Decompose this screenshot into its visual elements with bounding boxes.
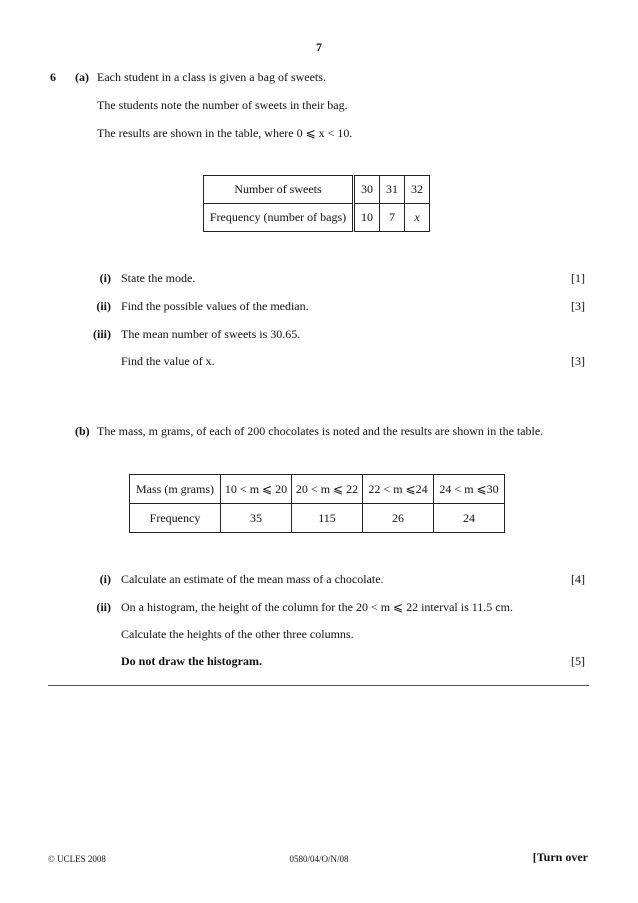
subpart-a-iii-text: The mean number of sweets is 30.65.	[121, 327, 301, 341]
table-cell: 7	[380, 204, 405, 232]
table-cell: x	[405, 204, 430, 232]
table-cell: 31	[380, 176, 405, 204]
part-b-label: (b)	[75, 424, 90, 438]
table-cell: 26	[363, 504, 434, 533]
part-a-label: (a)	[75, 70, 89, 84]
marks-b-i: [4]	[571, 572, 585, 586]
table-cell: 10	[354, 204, 380, 232]
marks-b-ii: [5]	[571, 654, 585, 668]
page-number: 7	[316, 40, 322, 54]
subpart-b-i-text: Calculate an estimate of the mean mass of a chocolate.	[121, 572, 384, 586]
table-cell: 115	[292, 504, 363, 533]
table-cell: 30	[354, 176, 380, 204]
footer-code: 0580/04/O/N/08	[289, 854, 349, 864]
table-cell: 24 < m ⩽30	[434, 475, 505, 504]
table-cell: 24	[434, 504, 505, 533]
table-cell: 10 < m ⩽ 20	[221, 475, 292, 504]
table-cell: 20 < m ⩽ 22	[292, 475, 363, 504]
question-number: 6	[50, 70, 56, 84]
subpart-b-ii-text2: Calculate the heights of the other three columns.	[121, 627, 354, 641]
table-header-cell: Frequency	[130, 504, 221, 533]
divider-rule	[48, 685, 589, 686]
subpart-a-ii-text: Find the possible values of the median.	[121, 299, 309, 313]
subpart-a-iii-label: (iii)	[93, 327, 111, 341]
marks-a-iii: [3]	[571, 354, 585, 368]
part-a-line1: Each student in a class is given a bag of sweets.	[97, 70, 326, 84]
subpart-a-iii-text2: Find the value of x.	[121, 354, 215, 368]
footer-copyright: © UCLES 2008	[48, 854, 106, 864]
subpart-a-i-text: State the mode.	[121, 271, 196, 285]
sweets-table	[203, 175, 430, 232]
table-header-cell: Frequency (number of bags)	[204, 204, 354, 232]
part-b-text: The mass, m grams, of each of 200 chocolates is noted and the results are shown in the table.	[97, 424, 544, 438]
table-header-cell: Mass (m grams)	[130, 475, 221, 504]
subpart-b-ii-instruction: Do not draw the histogram.	[121, 654, 262, 668]
table-row	[130, 504, 505, 533]
table-cell: 32	[405, 176, 430, 204]
marks-a-ii: [3]	[571, 299, 585, 313]
subpart-a-i-label: (i)	[99, 271, 111, 285]
table-cell: 35	[221, 504, 292, 533]
mass-table	[129, 474, 505, 533]
table-cell: 22 < m ⩽24	[363, 475, 434, 504]
table-row	[204, 176, 430, 204]
subpart-b-ii-label: (ii)	[96, 600, 111, 614]
marks-a-i: [1]	[571, 271, 585, 285]
subpart-b-i-label: (i)	[99, 572, 111, 586]
footer-turn-over: [Turn over	[532, 850, 588, 864]
part-a-line2: The students note the number of sweets in their bag.	[97, 98, 348, 112]
part-a-line3: The results are shown in the table, where 0 ⩽ x < 10.	[97, 126, 353, 140]
subpart-b-ii-text: On a histogram, the height of the column for the 20 < m ⩽ 22 interval is 11.5 cm.	[121, 600, 513, 614]
table-row	[204, 204, 430, 232]
table-header-cell: Number of sweets	[204, 176, 354, 204]
subpart-a-ii-label: (ii)	[96, 299, 111, 313]
table-row	[130, 475, 505, 504]
